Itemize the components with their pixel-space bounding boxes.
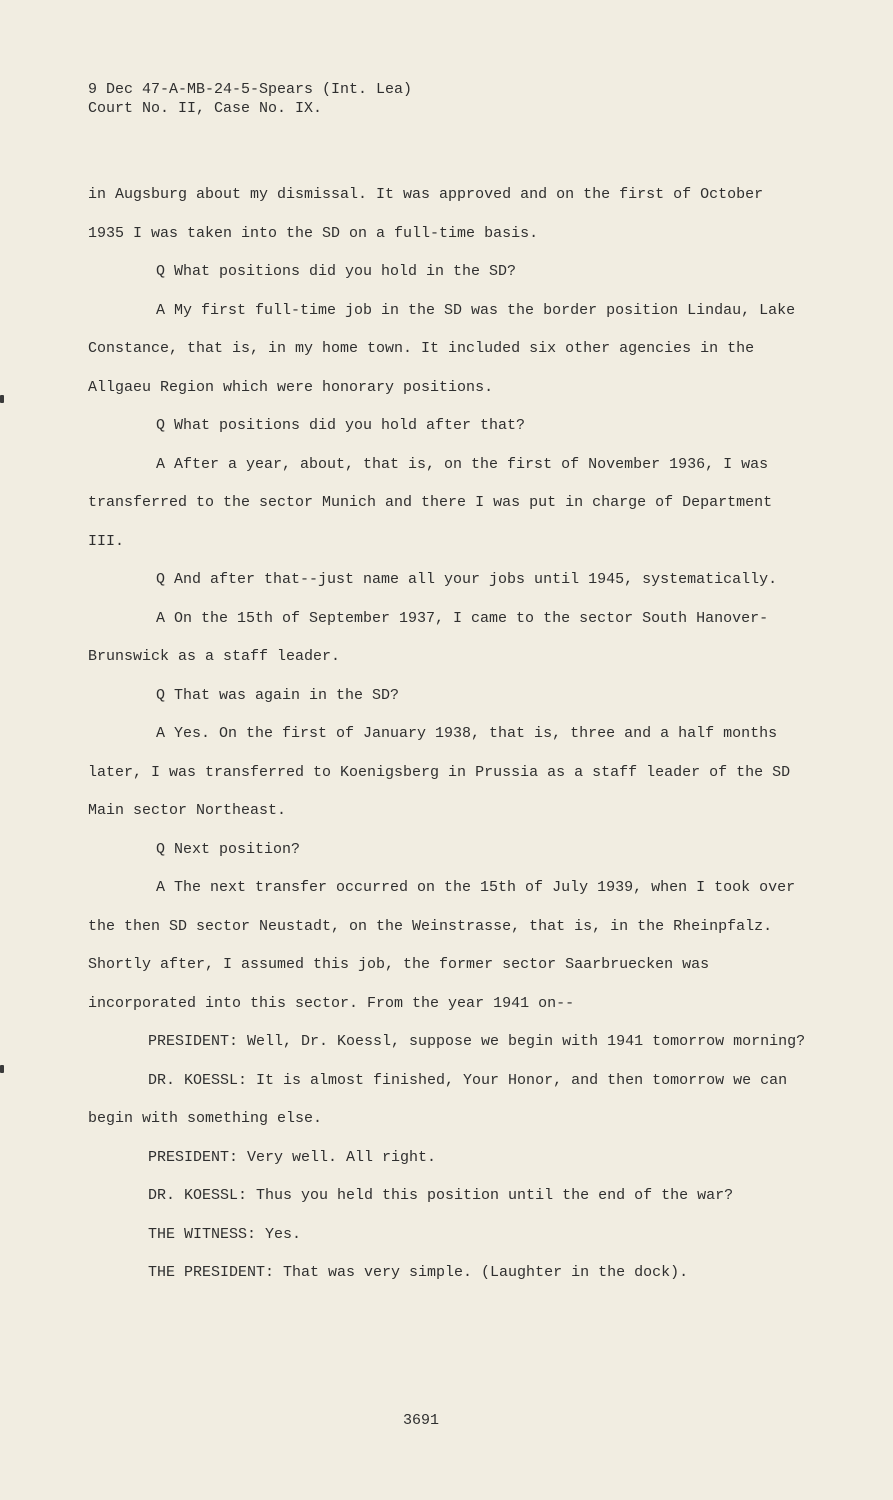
- paragraph: in Augsburg about my dismissal. It was approved and on the first of October 1935 I was taken into the SD on a full-time basis.: [88, 186, 764, 242]
- binding-mark: [0, 1065, 4, 1073]
- answer: A After a year, about, that is, on the first of November 1936, I was transferred to the sector Munich and there I was put in charge of Department III.: [88, 455, 773, 550]
- answer: A The next transfer occurred on the 15th of July 1939, when I took over the then SD sector Neustadt, on the Weinstrasse, that is, in the Rheinpfalz. Shortly after, I assumed this job, the former sector Saarbruecken was incorporated into this sector. From the year 1941 on--: [88, 879, 796, 1012]
- answer: A On the 15th of September 1937, I came to the sector South Hanover-Brunswick as a staff leader.: [88, 609, 769, 665]
- question: Q That was again in the SD?: [156, 686, 400, 704]
- speaker-line: PRESIDENT: Very well. All right.: [148, 1148, 437, 1166]
- document-header: [88, 80, 412, 118]
- question: Q Next position?: [156, 840, 301, 858]
- answer: A My first full-time job in the SD was the border position Lindau, Lake Constance, that is, in my home town. It included six other agencies in the Allgaeu Region which were honorary positions.: [88, 301, 796, 396]
- question: Q And after that--just name all your jobs until 1945, systematically.: [156, 571, 778, 588]
- transcript-body: [88, 176, 808, 1293]
- speaker-line: THE PRESIDENT: That was very simple. (Laughter in the dock).: [148, 1264, 689, 1281]
- speaker-line: DR. KOESSL: It is almost finished, Your Honor, and then tomorrow we can begin with something else.: [88, 1071, 788, 1127]
- speaker-line: DR. KOESSL: Thus you held this position until the end of the war?: [148, 1187, 734, 1204]
- page-number: 3691: [403, 1412, 440, 1429]
- header-line-2: Court No. II, Case No. IX.: [88, 100, 323, 117]
- speaker-line: THE WITNESS: Yes.: [148, 1225, 302, 1243]
- binding-mark: [0, 395, 4, 403]
- answer: A Yes. On the first of January 1938, that is, three and a half months later, I was transferred to Koenigsberg in Prussia as a staff leader of the SD Main sector Northeast.: [88, 725, 791, 819]
- speaker-line: PRESIDENT: Well, Dr. Koessl, suppose we begin with 1941 tomorrow morning?: [148, 1033, 806, 1050]
- header-line-1: 9 Dec 47-A-MB-24-5-Spears (Int. Lea): [88, 81, 413, 98]
- question: Q What positions did you hold in the SD?: [156, 263, 517, 280]
- question: Q What positions did you hold after that?: [156, 417, 526, 434]
